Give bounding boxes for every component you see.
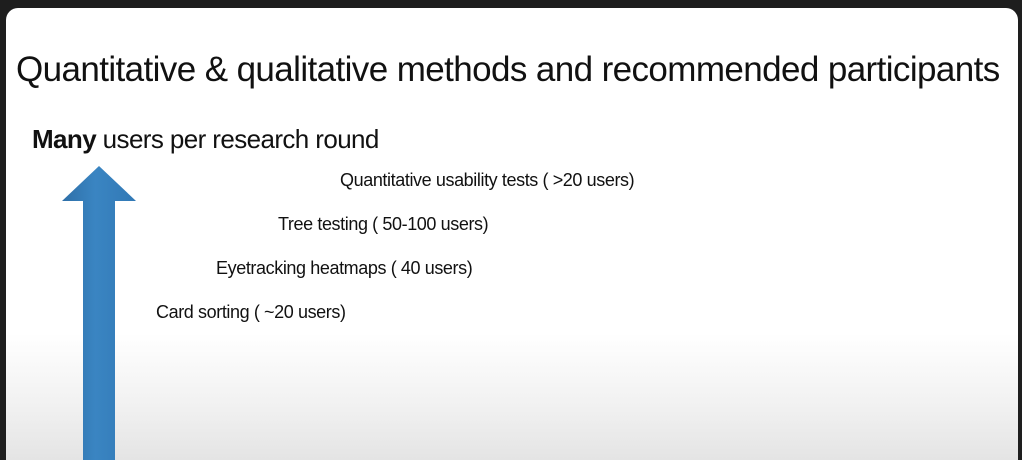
presentation-slide [6, 8, 1018, 460]
slide-title: Quantitative & qualitative methods and recommended participants [16, 50, 1000, 89]
subtitle-text: users per research round [96, 124, 379, 154]
subtitle-emphasis: Many [32, 124, 97, 154]
method-card-sorting: Card sorting ( ~20 users) [156, 302, 346, 322]
slide-subtitle [32, 124, 379, 155]
up-arrow-icon [62, 166, 136, 460]
method-tree-testing: Tree testing ( 50-100 users) [278, 214, 489, 234]
method-eyetracking-heatmaps: Eyetracking heatmaps ( 40 users) [216, 258, 473, 278]
method-quantitative-usability-tests: Quantitative usability tests ( >20 users) [340, 170, 635, 190]
arrow-shape [62, 166, 136, 460]
